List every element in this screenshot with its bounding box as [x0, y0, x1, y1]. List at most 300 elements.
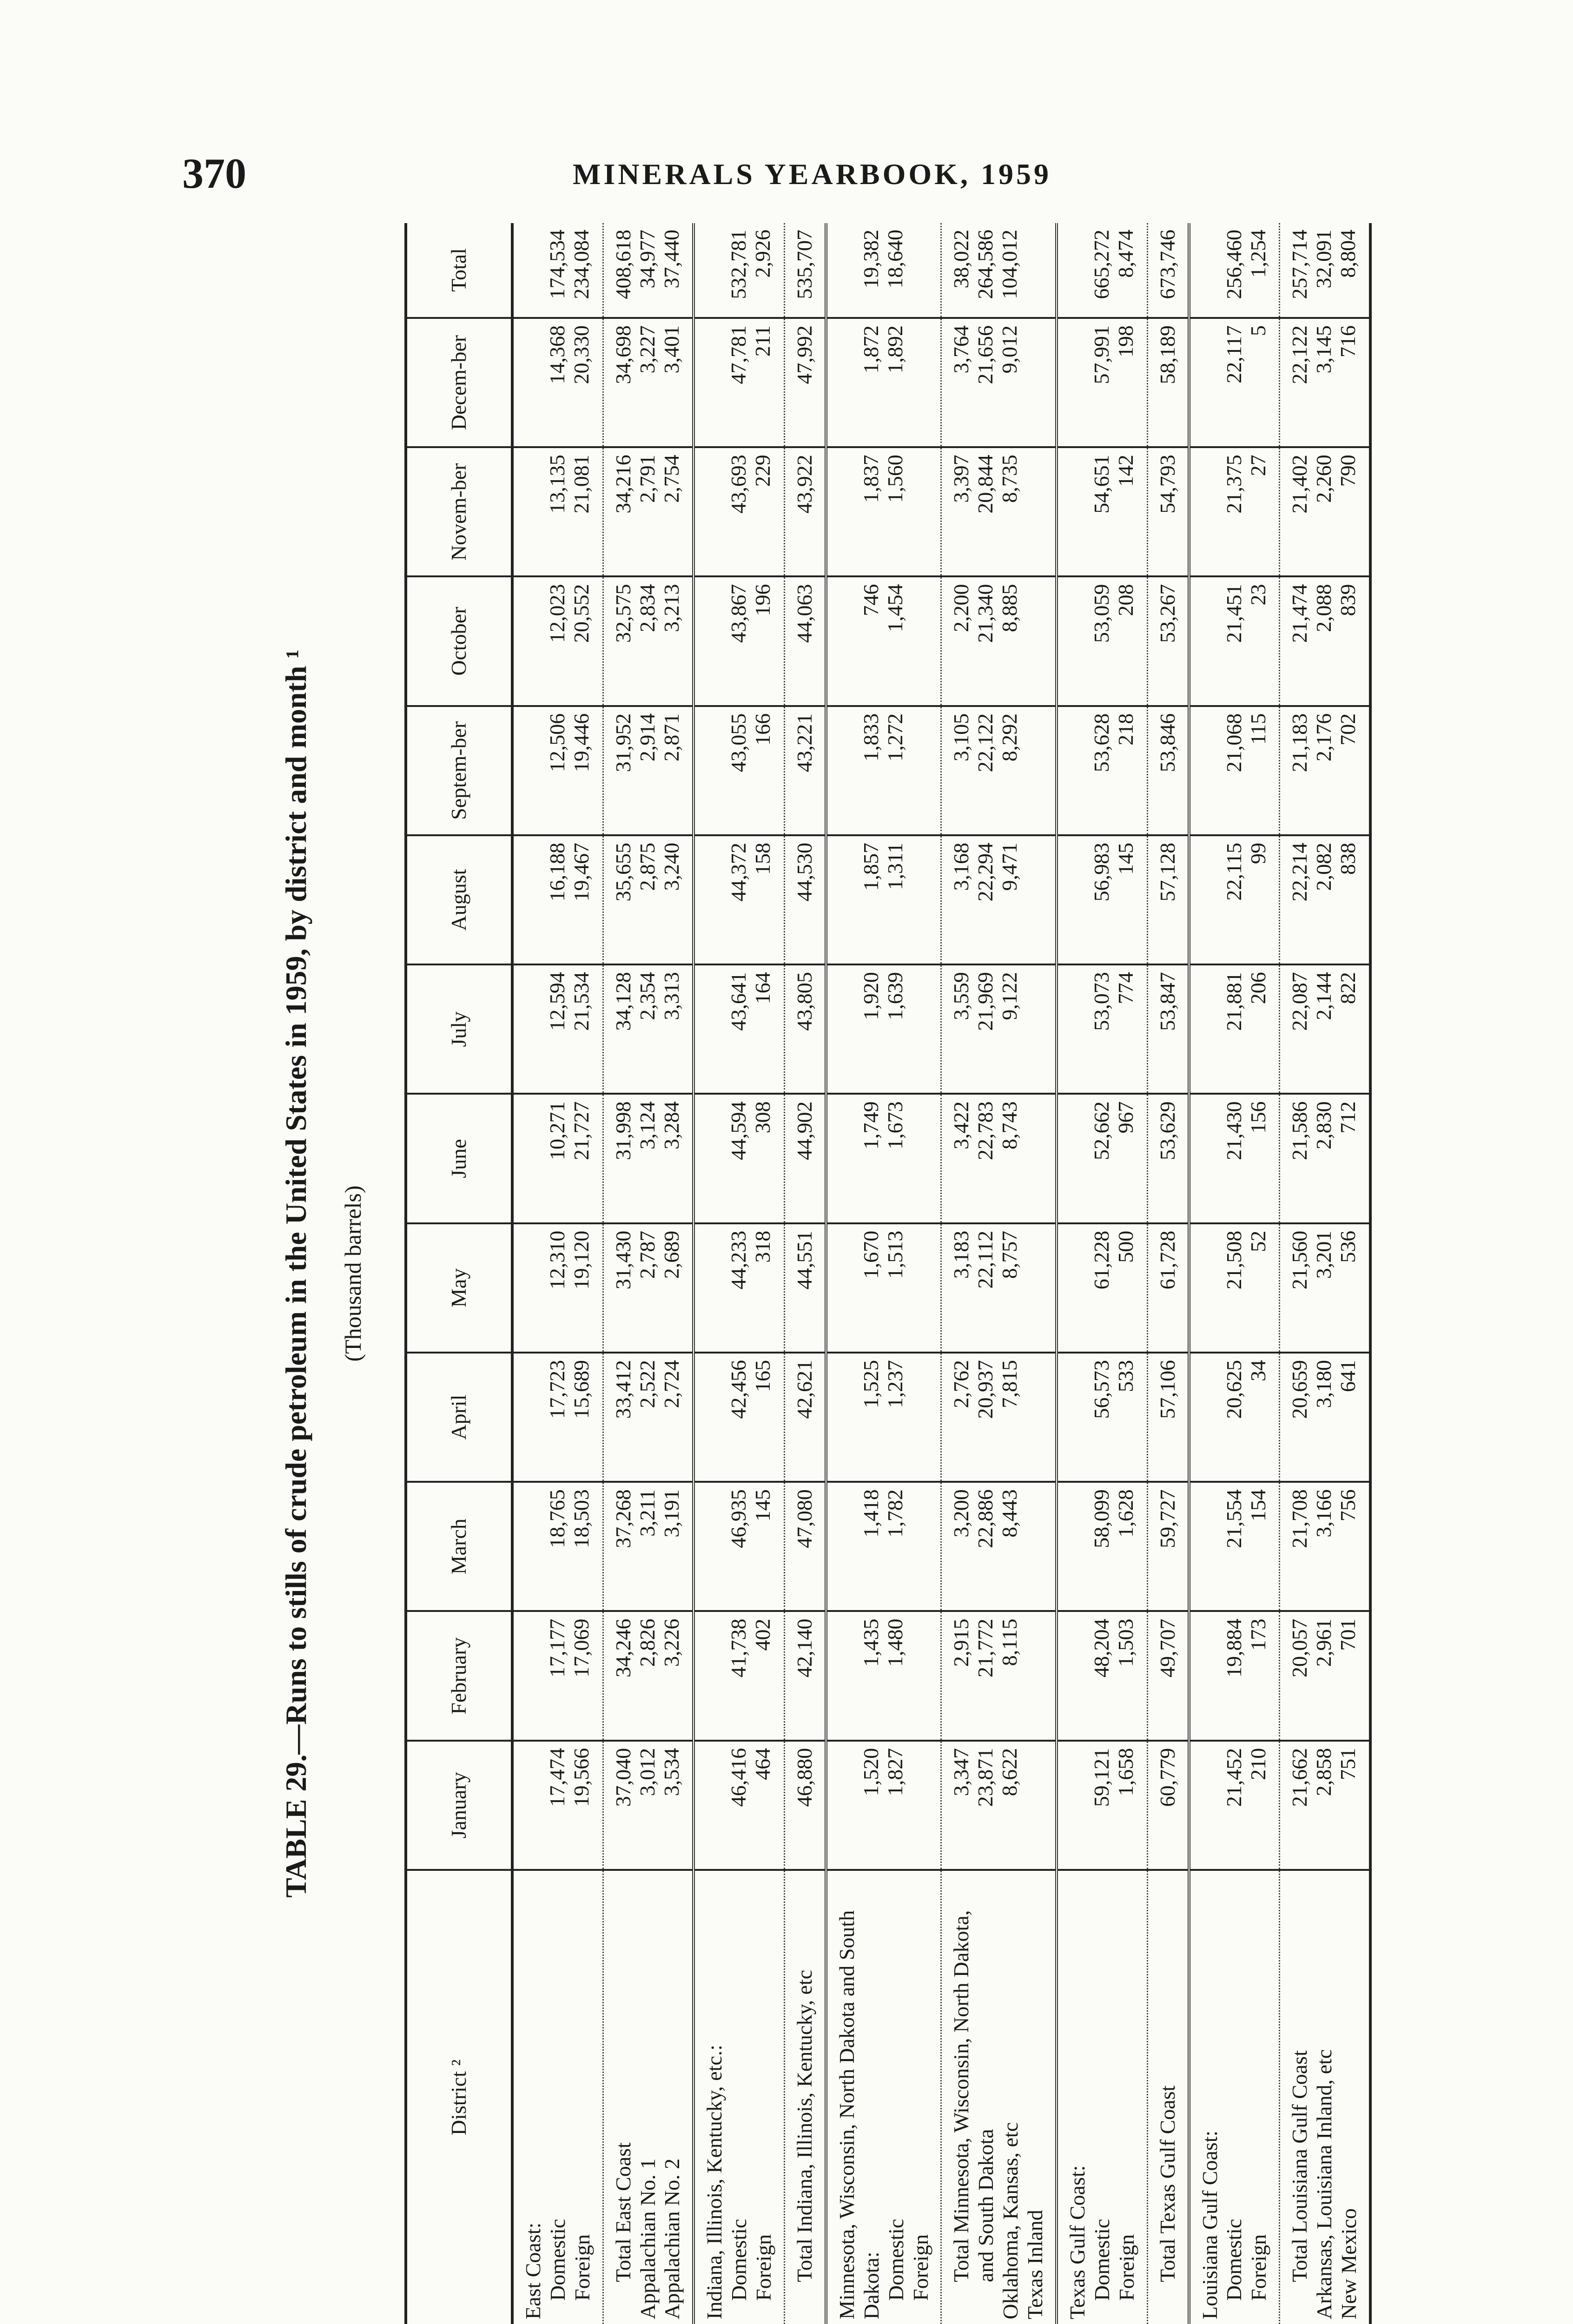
month-value-cell [603, 1353, 694, 1482]
value: 43,693 [727, 455, 751, 514]
district-label: Foreign [908, 2234, 932, 2301]
district-cell [1147, 1870, 1189, 2324]
value: 21,474 [1288, 584, 1312, 643]
value: 27 [1246, 455, 1270, 476]
value: 58,189 [1155, 325, 1179, 384]
value: 115 [1246, 713, 1270, 745]
value: 20,057 [1288, 1618, 1312, 1677]
value: 34,698 [611, 325, 635, 384]
month-value-cell [1280, 576, 1370, 706]
value: 13,135 [545, 455, 569, 514]
value: 53,059 [1090, 584, 1114, 643]
value: 32,575 [611, 584, 635, 643]
month-value-cell [1189, 576, 1280, 706]
value: 43,055 [727, 713, 751, 772]
table-row [512, 223, 603, 2324]
table-subtitle: (Thousand barrels) [340, 1185, 366, 1362]
col-header-total: Total [406, 223, 512, 318]
value: 43,221 [793, 713, 817, 772]
value: 12,310 [545, 1230, 569, 1290]
value: 8,804 [1336, 230, 1360, 278]
value: 7,815 [998, 1360, 1022, 1408]
value: 229 [751, 455, 775, 487]
value: 142 [1114, 455, 1138, 487]
value: 3,534 [659, 1748, 683, 1796]
value: 3,213 [659, 584, 683, 632]
value: 1,857 [859, 842, 883, 891]
value: 46,935 [727, 1489, 751, 1548]
value: 8,115 [998, 1618, 1022, 1666]
value [1198, 1101, 1222, 1215]
value [702, 1360, 727, 1474]
value [1198, 230, 1222, 310]
value [835, 1101, 859, 1215]
value: 206 [1246, 972, 1270, 1004]
value [1065, 230, 1090, 310]
district-label: Foreign [752, 2234, 776, 2301]
month-value-cell [1057, 1482, 1147, 1611]
value: 54,793 [1155, 455, 1179, 514]
value: 49,707 [1155, 1618, 1179, 1677]
value: 3,284 [659, 1101, 683, 1149]
value [835, 1231, 859, 1345]
value: 14,368 [545, 325, 569, 384]
value: 37,440 [659, 230, 683, 289]
value: 145 [1114, 842, 1138, 875]
value: 751 [1336, 1748, 1360, 1780]
value: 61,728 [1155, 1230, 1179, 1290]
value: 8,443 [998, 1489, 1022, 1538]
value: 1,749 [859, 1101, 883, 1149]
district-label: Oklahoma, Kansas, etc [998, 2122, 1023, 2319]
month-value-cell [512, 1094, 603, 1223]
value: 43,641 [727, 972, 751, 1031]
month-value-cell [785, 1353, 826, 1482]
value: 34,128 [611, 972, 635, 1031]
value [835, 455, 859, 569]
month-value-cell [1147, 1611, 1189, 1740]
month-value-cell [603, 1223, 694, 1353]
month-value-cell [1189, 1611, 1280, 1740]
value: 21,727 [569, 1101, 593, 1160]
value: 790 [1336, 455, 1360, 487]
month-value-cell [1280, 1741, 1370, 1870]
district-cell [826, 1870, 941, 2324]
value: 20,659 [1288, 1360, 1312, 1419]
value: 56,573 [1090, 1360, 1114, 1419]
value: 408,618 [611, 230, 635, 299]
month-value-cell [694, 576, 784, 706]
table-row [1147, 223, 1189, 2324]
value: 21,662 [1288, 1748, 1312, 1807]
district-label: Foreign [1114, 2234, 1138, 2301]
value [1065, 325, 1090, 440]
value: 2,871 [659, 713, 683, 762]
value: 8,474 [1114, 230, 1138, 278]
value: 8,757 [998, 1230, 1022, 1279]
value: 33,412 [611, 1360, 635, 1419]
value: 16,188 [545, 842, 569, 902]
value: 2,144 [1312, 972, 1336, 1020]
district-label: Texas Gulf Coast: [1065, 2165, 1090, 2319]
value: 21,708 [1288, 1489, 1312, 1548]
value: 500 [1114, 1230, 1138, 1263]
value: 17,177 [545, 1618, 569, 1677]
value: 839 [1336, 584, 1360, 616]
value: 47,992 [793, 325, 817, 384]
col-header-september: Septem-ber [406, 706, 512, 835]
value: 2,961 [1312, 1618, 1336, 1667]
value: 22,783 [973, 1101, 998, 1160]
value: 19,566 [569, 1748, 593, 1807]
month-value-cell [603, 1482, 694, 1611]
month-value-cell [1280, 1611, 1370, 1740]
value: 2,914 [635, 713, 659, 762]
value: 1,272 [883, 713, 907, 762]
district-label: Louisiana Gulf Coast: [1197, 2130, 1222, 2319]
month-value-cell [1147, 576, 1189, 706]
district-label: Arkansas, Louisiana Inland, etc [1312, 2049, 1336, 2319]
value: 234,084 [569, 230, 593, 299]
month-value-cell [694, 447, 784, 576]
value: 145 [751, 1489, 775, 1522]
value: 17,723 [545, 1360, 569, 1419]
month-value-cell [1147, 447, 1189, 576]
value: 208 [1114, 584, 1138, 616]
value: 52,662 [1090, 1101, 1114, 1160]
month-value-cell [1189, 964, 1280, 1094]
month-value-cell [1057, 964, 1147, 1094]
month-value-cell [785, 318, 826, 447]
month-value-cell [512, 1353, 603, 1482]
month-value-cell [512, 576, 603, 706]
value [1198, 584, 1222, 698]
value: 15,689 [569, 1360, 593, 1419]
month-value-cell [826, 1353, 941, 1482]
value [1065, 584, 1090, 698]
value [1065, 1360, 1090, 1474]
value: 23,871 [973, 1748, 998, 1807]
month-value-cell [1280, 835, 1370, 964]
value: 8,885 [998, 584, 1022, 632]
table-title: TABLE 29.—Runs to stills of crude petroleum in the United States in 1959, by district and month ¹ [279, 649, 312, 1898]
value [1198, 1360, 1222, 1474]
table-row [1189, 223, 1280, 2324]
value: 57,991 [1090, 325, 1114, 384]
month-value-cell [1189, 706, 1280, 835]
value: 22,122 [1288, 325, 1312, 384]
value: 31,952 [611, 713, 635, 772]
value: 21,430 [1222, 1101, 1246, 1160]
district-label: Domestic [727, 2218, 751, 2301]
value: 10,271 [545, 1101, 569, 1160]
value [521, 1231, 545, 1345]
month-value-cell [826, 706, 941, 835]
value: 8,292 [998, 713, 1022, 762]
value: 1,639 [883, 972, 907, 1020]
month-value-cell [941, 1482, 1057, 1611]
month-value-cell [512, 1482, 603, 1611]
value: 1,560 [883, 455, 907, 503]
table-row [694, 223, 784, 2324]
value: 2,791 [635, 455, 659, 503]
value [1198, 713, 1222, 828]
value: 2,875 [635, 842, 659, 891]
month-value-cell [941, 447, 1057, 576]
col-header-district: District ² [406, 1870, 512, 2324]
value: 536 [1336, 1230, 1360, 1263]
value [521, 1101, 545, 1215]
value [521, 1360, 545, 1474]
value: 1,670 [859, 1230, 883, 1279]
value [702, 1101, 727, 1215]
value: 2,787 [635, 1230, 659, 1279]
month-value-cell [603, 318, 694, 447]
value: 21,451 [1222, 584, 1246, 643]
value: 53,846 [1155, 713, 1179, 772]
value: 1,673 [883, 1101, 907, 1149]
value [835, 843, 859, 957]
value: 158 [751, 842, 775, 875]
month-value-cell [941, 318, 1057, 447]
value: 2,926 [751, 230, 775, 278]
district-label: Foreign [1247, 2234, 1271, 2301]
month-value-cell [1057, 1741, 1147, 1870]
value [1198, 325, 1222, 440]
value: 1,833 [859, 713, 883, 762]
total-cell [1280, 223, 1370, 318]
value [835, 584, 859, 698]
month-value-cell [512, 1223, 603, 1353]
value: 34,246 [611, 1618, 635, 1677]
month-value-cell [512, 835, 603, 964]
value [702, 1231, 727, 1345]
value: 1,513 [883, 1230, 907, 1279]
col-header-january: January [406, 1741, 512, 1870]
month-value-cell [785, 1741, 826, 1870]
value: 21,586 [1288, 1101, 1312, 1160]
month-value-cell [1057, 1353, 1147, 1482]
month-value-cell [1189, 1223, 1280, 1353]
value: 104,012 [998, 230, 1022, 299]
district-cell [1057, 1870, 1147, 2324]
value: 967 [1114, 1101, 1138, 1134]
value: 21,452 [1222, 1748, 1246, 1807]
value: 42,140 [793, 1618, 817, 1677]
month-value-cell [826, 964, 941, 1094]
month-value-cell [785, 835, 826, 964]
value: 210 [1246, 1748, 1270, 1780]
value: 838 [1336, 842, 1360, 875]
month-value-cell [512, 447, 603, 576]
value: 34,977 [635, 230, 659, 289]
total-cell [1057, 223, 1147, 318]
value: 43,922 [793, 455, 817, 514]
value: 20,552 [569, 584, 593, 643]
district-cell [785, 1870, 826, 2324]
month-value-cell [1280, 1482, 1370, 1611]
value: 3,227 [635, 325, 659, 374]
col-header-february: February [406, 1611, 512, 1740]
value [1065, 1231, 1090, 1345]
value: 3,226 [659, 1618, 683, 1667]
value: 21,081 [569, 455, 593, 514]
value: 665,272 [1090, 230, 1114, 299]
value: 1,628 [1114, 1489, 1138, 1538]
value: 17,474 [545, 1748, 569, 1807]
value: 2,834 [635, 584, 659, 632]
value: 20,844 [973, 455, 998, 514]
month-value-cell [512, 706, 603, 835]
month-value-cell [941, 706, 1057, 835]
value: 3,397 [949, 455, 973, 503]
month-value-cell [941, 576, 1057, 706]
month-value-cell [785, 1223, 826, 1353]
value: 1,311 [883, 842, 907, 890]
total-cell [694, 223, 784, 318]
value: 464 [751, 1748, 775, 1780]
table-container [404, 223, 1487, 2324]
value [521, 584, 545, 698]
month-value-cell [603, 447, 694, 576]
value [702, 972, 727, 1086]
col-header-november: Novem-ber [406, 447, 512, 576]
month-value-cell [826, 1223, 941, 1353]
value: 1,525 [859, 1360, 883, 1408]
value: 34 [1246, 1360, 1270, 1381]
value: 3,200 [949, 1489, 973, 1538]
value: 2,915 [949, 1618, 973, 1667]
month-value-cell [941, 835, 1057, 964]
month-value-cell [1189, 835, 1280, 964]
value: 48,204 [1090, 1618, 1114, 1677]
month-value-cell [1147, 1482, 1189, 1611]
month-value-cell [512, 1741, 603, 1870]
value: 264,586 [973, 230, 998, 299]
value: 19,884 [1222, 1618, 1246, 1677]
month-value-cell [941, 1353, 1057, 1482]
value: 41,738 [727, 1618, 751, 1677]
month-value-cell [694, 964, 784, 1094]
value: 44,551 [793, 1230, 817, 1290]
month-value-cell [785, 964, 826, 1094]
col-header-june: June [406, 1094, 512, 1223]
value: 22,117 [1222, 325, 1246, 383]
district-label: Appalachian No. 2 [660, 2158, 684, 2319]
col-header-august: August [406, 835, 512, 964]
month-value-cell [826, 1094, 941, 1223]
total-cell [512, 223, 603, 318]
month-value-cell [1280, 1094, 1370, 1223]
value: 60,779 [1155, 1748, 1179, 1807]
month-value-cell [512, 1611, 603, 1740]
value: 12,506 [545, 713, 569, 772]
value: 3,168 [949, 842, 973, 891]
month-value-cell [1189, 1482, 1280, 1611]
value: 21,969 [973, 972, 998, 1031]
value: 18,765 [545, 1489, 569, 1548]
value [521, 843, 545, 957]
value [835, 972, 859, 1086]
value: 20,330 [569, 325, 593, 384]
month-value-cell [1057, 1611, 1147, 1740]
value: 47,080 [793, 1489, 817, 1548]
value: 19,382 [859, 230, 883, 289]
value [702, 584, 727, 698]
month-value-cell [941, 1223, 1057, 1353]
value: 308 [751, 1101, 775, 1134]
value: 164 [751, 972, 775, 1004]
value: 44,372 [727, 842, 751, 902]
district-label: Domestic [545, 2218, 569, 2301]
value: 532,781 [727, 230, 751, 299]
month-value-cell [1280, 964, 1370, 1094]
value [1065, 455, 1090, 569]
month-value-cell [1280, 447, 1370, 576]
value: 822 [1336, 972, 1360, 1004]
month-value-cell [785, 1094, 826, 1223]
value: 641 [1336, 1360, 1360, 1392]
value: 712 [1336, 1101, 1360, 1134]
value [1065, 972, 1090, 1086]
value: 196 [751, 584, 775, 616]
value: 3,764 [949, 325, 973, 374]
value: 2,260 [1312, 455, 1336, 503]
month-value-cell [694, 835, 784, 964]
month-value-cell [826, 1482, 941, 1611]
value: 20,937 [973, 1360, 998, 1419]
value: 18,640 [883, 230, 907, 289]
value: 3,183 [949, 1230, 973, 1279]
value: 22,115 [1222, 842, 1246, 901]
month-value-cell [1147, 1094, 1189, 1223]
value: 2,754 [659, 455, 683, 503]
month-value-cell [785, 1482, 826, 1611]
month-value-cell [785, 1611, 826, 1740]
value: 756 [1336, 1489, 1360, 1522]
value [521, 972, 545, 1086]
value: 716 [1336, 325, 1360, 357]
month-value-cell [826, 576, 941, 706]
value: 19,120 [569, 1230, 593, 1290]
value: 3,166 [1312, 1489, 1336, 1538]
runs-to-stills-table [404, 223, 1372, 2324]
value [1065, 843, 1090, 957]
month-value-cell [1057, 447, 1147, 576]
month-value-cell [1147, 318, 1189, 447]
month-value-cell [1280, 706, 1370, 835]
value: 173 [1246, 1618, 1270, 1651]
month-value-cell [1147, 706, 1189, 835]
month-value-cell [694, 318, 784, 447]
value: 2,088 [1312, 584, 1336, 632]
value: 9,012 [998, 325, 1022, 374]
table-body [512, 223, 1370, 2324]
month-value-cell [603, 576, 694, 706]
value: 318 [751, 1230, 775, 1263]
total-cell [785, 223, 826, 318]
value [835, 1618, 859, 1733]
value [835, 1360, 859, 1474]
value: 22,122 [973, 713, 998, 772]
month-value-cell [1189, 1094, 1280, 1223]
value: 156 [1246, 1101, 1270, 1134]
value [835, 230, 859, 310]
month-value-cell [1147, 835, 1189, 964]
district-label: Minnesota, Wisconsin, North Dakota and South Dakota: [834, 1910, 883, 2319]
value: 746 [859, 584, 883, 616]
col-header-may: May [406, 1223, 512, 1353]
